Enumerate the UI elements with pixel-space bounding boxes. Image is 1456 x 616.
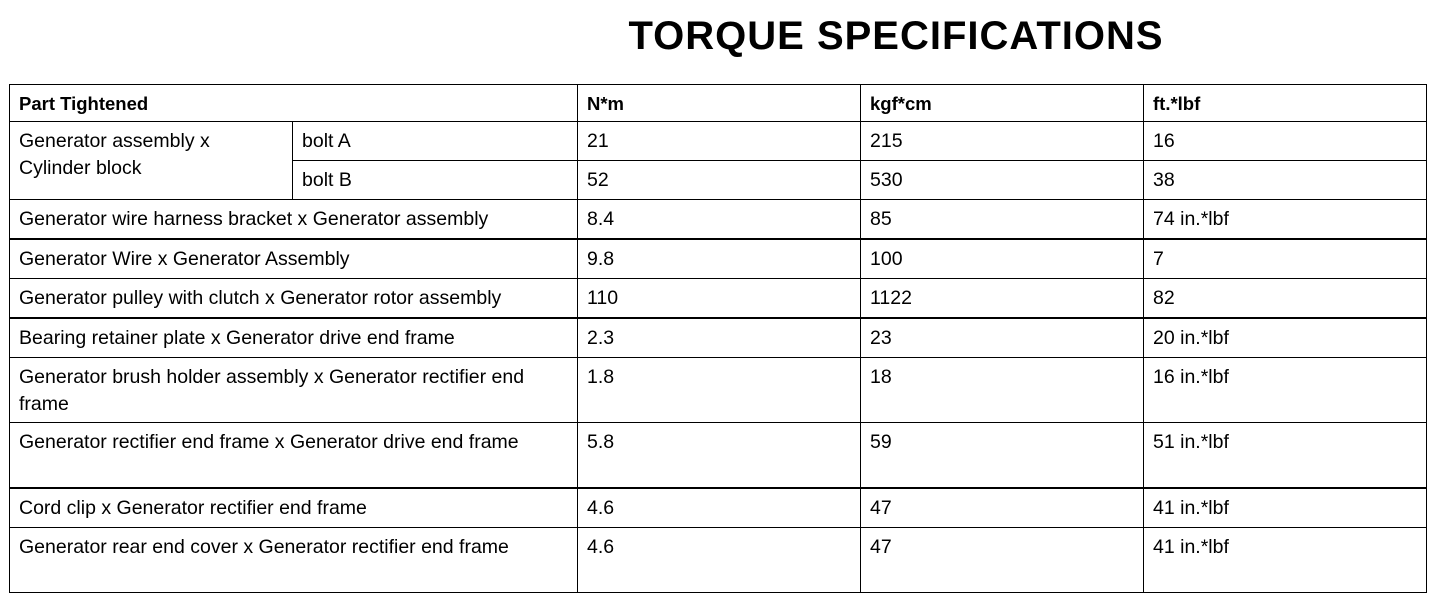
kgfcm-cell: 59 [861,423,1144,489]
kgfcm-cell: 1122 [861,279,1144,319]
kgfcm-cell: 23 [861,318,1144,358]
table-row [10,423,1427,489]
kgfcm-cell: 100 [861,239,1144,279]
kgfcm-cell: 215 [861,122,1144,161]
ftlbf-cell: 82 [1144,279,1427,319]
ftlbf-cell: 38 [1144,161,1427,200]
bolt-cell: bolt A [293,122,578,161]
table-row [10,488,1427,528]
table-row [10,358,1427,423]
nm-cell: 4.6 [578,488,861,528]
header-part-tightened: Part Tightened [10,85,578,122]
header-ftlbf: ft.*lbf [1144,85,1427,122]
part-cell: Generator assembly x Cylinder block [10,122,293,200]
nm-cell: 2.3 [578,318,861,358]
nm-cell: 52 [578,161,861,200]
part-cell: Generator wire harness bracket x Generator assembly [10,200,578,240]
kgfcm-cell: 530 [861,161,1144,200]
ftlbf-cell: 16 in.*lbf [1144,358,1427,423]
table-row [10,318,1427,358]
page-title: TORQUE SPECIFICATIONS [628,14,1164,58]
part-cell: Generator Wire x Generator Assembly [10,239,578,279]
table-header-row [10,85,1427,122]
ftlbf-cell: 51 in.*lbf [1144,423,1427,489]
ftlbf-cell: 74 in.*lbf [1144,200,1427,240]
ftlbf-cell: 41 in.*lbf [1144,488,1427,528]
table-row [10,200,1427,240]
part-cell: Generator rectifier end frame x Generator drive end frame [10,423,578,489]
ftlbf-cell: 7 [1144,239,1427,279]
ftlbf-cell: 20 in.*lbf [1144,318,1427,358]
nm-cell: 8.4 [578,200,861,240]
part-cell: Generator brush holder assembly x Generator rectifier end frame [10,358,578,423]
torque-table [9,84,1427,593]
header-nm: N*m [578,85,861,122]
kgfcm-cell: 47 [861,488,1144,528]
nm-cell: 9.8 [578,239,861,279]
nm-cell: 5.8 [578,423,861,489]
ftlbf-cell: 16 [1144,122,1427,161]
kgfcm-cell: 47 [861,528,1144,593]
ftlbf-cell: 41 in.*lbf [1144,528,1427,593]
table-row [10,239,1427,279]
nm-cell: 21 [578,122,861,161]
part-cell: Bearing retainer plate x Generator drive end frame [10,318,578,358]
kgfcm-cell: 18 [861,358,1144,423]
nm-cell: 1.8 [578,358,861,423]
kgfcm-cell: 85 [861,200,1144,240]
nm-cell: 110 [578,279,861,319]
part-cell: Generator pulley with clutch x Generator rotor assembly [10,279,578,319]
bolt-cell: bolt B [293,161,578,200]
table-row [10,279,1427,319]
table-row [10,122,1427,161]
part-cell: Generator rear end cover x Generator rectifier end frame [10,528,578,593]
header-kgfcm: kgf*cm [861,85,1144,122]
part-cell: Cord clip x Generator rectifier end frame [10,488,578,528]
nm-cell: 4.6 [578,528,861,593]
table-row [10,528,1427,593]
